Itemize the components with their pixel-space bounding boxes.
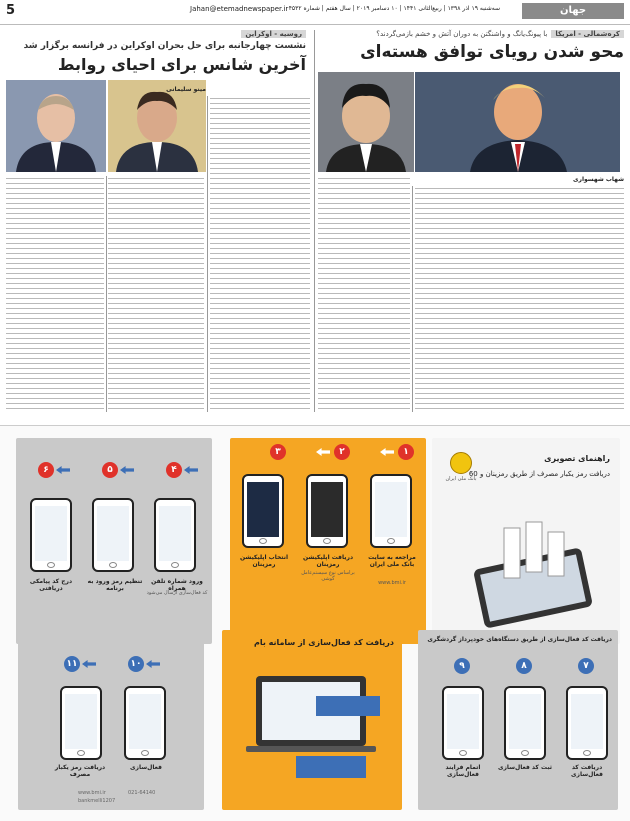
article-right-col-1 — [415, 186, 624, 412]
step-9-phone — [442, 686, 484, 760]
arrow-left-icon — [184, 466, 198, 474]
arrow-left-icon — [82, 660, 96, 668]
footer-site[interactable]: www.bmi.ir — [78, 790, 106, 796]
page-header — [0, 0, 630, 25]
step-6-phone — [30, 498, 72, 572]
bank-infographic — [0, 425, 630, 821]
article-right-col-2 — [318, 176, 410, 412]
article-left-kicker — [237, 30, 306, 38]
article-right-kicker-text: با پیونگ‌یانگ و واشنگتن به دوران آتش و خشم بازمی‌گردند؟ — [376, 30, 548, 38]
step-2-badge: ۲ — [334, 444, 350, 460]
step-11-badge: ۱۱ — [64, 656, 80, 672]
article-left-col-1 — [210, 96, 310, 412]
step-8-badge: ۸ — [516, 658, 532, 674]
step-2-detail: براساس نوع سیستم‌عامل گوشی — [301, 570, 355, 582]
step-4-label: ورود شماره تلفن همراه — [151, 578, 203, 592]
laptop-illustration — [236, 666, 386, 786]
step-4-badge: ۴ — [166, 462, 182, 478]
step-4-detail: کد فعال‌سازی ارسال می‌شود — [146, 590, 208, 596]
article-left-col-2 — [108, 176, 204, 412]
arrow-left-icon — [380, 448, 394, 456]
step-1-detail: www.bmi.ir — [378, 580, 406, 586]
step-5-badge: ۵ — [102, 462, 118, 478]
article-left-tag: روسیه - اوکراین — [241, 30, 306, 38]
step-9-badge: ۹ — [454, 658, 470, 674]
arrow-left-icon — [56, 466, 70, 474]
bank-name: بانک ملی ایران — [445, 476, 477, 482]
step-3-label: انتخاب اپلیکیشن رمزینان — [239, 554, 289, 568]
arrow-left-icon — [120, 466, 134, 474]
infographic-title-card — [432, 438, 620, 644]
article-right-title: محو شدن رویای توافق هسته‌ای — [360, 42, 624, 62]
steps-1-3-card — [230, 438, 426, 644]
step-5-label: تنظیم رمز ورود به برنامه — [87, 578, 143, 592]
step-11-label: دریافت رمز یکبار مصرف — [54, 764, 106, 778]
step-1-label: مراجعه به سایت بانک ملی ایران — [368, 554, 416, 568]
step-4-phone — [154, 498, 196, 572]
site-email[interactable]: Jahan@etemadnewspaper.ir — [190, 5, 289, 13]
step-10-badge: ۱۰ — [128, 656, 144, 672]
steps-4-6-card — [16, 438, 212, 644]
step-6-badge: ۶ — [38, 462, 54, 478]
phone-illustration — [448, 518, 608, 628]
step-2-label: دریافت اپلیکیشن رمزینان — [302, 554, 354, 568]
step-3-badge: ۳ — [270, 444, 286, 460]
article-left-title: آخرین شانس برای احیای روابط — [57, 55, 306, 74]
bam-panel — [222, 630, 402, 810]
step-11-phone — [60, 686, 102, 760]
trump-photo — [415, 72, 620, 172]
step-8-phone — [504, 686, 546, 760]
step-10-label: فعال‌سازی — [130, 764, 162, 771]
arrow-left-icon — [146, 660, 160, 668]
footer-phone: 021-64140 — [128, 790, 156, 796]
guide-title: راهنمای تصویری — [544, 454, 610, 463]
article-left-subtitle: نشست چهارجانبه برای حل بحران اوکراین در فرانسه برگزار شد — [23, 41, 306, 51]
usb-panel-title: دریافت کد فعال‌سازی از طریق دستگاه‌های خودپرداز گردشگری — [427, 636, 612, 643]
step-2-phone — [306, 474, 348, 548]
kim-photo — [318, 72, 414, 172]
step-1-phone — [370, 474, 412, 548]
step-9-label: اتمام فرایند فعال‌سازی — [445, 764, 481, 778]
article-left-byline: مینو سلیمانی — [166, 86, 206, 93]
article-right-tag: کره‌شمالی - امریکا — [551, 30, 624, 38]
zelensky-photo — [108, 80, 206, 172]
step-6-label: درج کد پیامکی دریافتی — [29, 578, 73, 592]
putin-photo — [6, 80, 106, 172]
column-rule — [412, 186, 413, 412]
step-7-label: دریافت کد فعال‌سازی — [571, 764, 603, 778]
article-left-col-3 — [6, 176, 104, 412]
step-1-badge: ۱ — [398, 444, 414, 460]
steps-10-11-card — [18, 630, 204, 810]
footer-social[interactable]: bankmelli1207 — [78, 798, 116, 804]
arrow-left-icon — [316, 448, 330, 456]
bam-panel-title: دریافت کد فعال‌سازی از سامانه بام — [253, 638, 394, 647]
dateline: سه‌شنبه ۱۹ آذر ۱۳۹۸ | ربیع‌الثانی ۱۴۴۱ | ۱۰ دسامبر ۲۰۱۹ | سال هفتم | شماره ۴۵۳۲ — [288, 5, 500, 12]
step-7-badge: ۷ — [578, 658, 594, 674]
step-8-label: ثبت کد فعال‌سازی — [497, 764, 553, 771]
step-5-phone — [92, 498, 134, 572]
article-right-kicker — [376, 30, 624, 38]
column-rule — [106, 176, 107, 412]
guide-subtitle: دریافت رمز یکبار مصرف از طریق رمزینان و 60 — [468, 470, 610, 478]
article-divider — [314, 30, 315, 412]
step-3-phone — [242, 474, 284, 548]
column-rule — [207, 96, 208, 412]
section-tab: جهان — [522, 3, 624, 19]
page-number: 5 — [6, 3, 16, 18]
step-7-phone — [566, 686, 608, 760]
steps-7-9-card — [418, 630, 618, 810]
step-10-phone — [124, 686, 166, 760]
article-right-byline: شهاب شهسواری — [573, 176, 624, 183]
